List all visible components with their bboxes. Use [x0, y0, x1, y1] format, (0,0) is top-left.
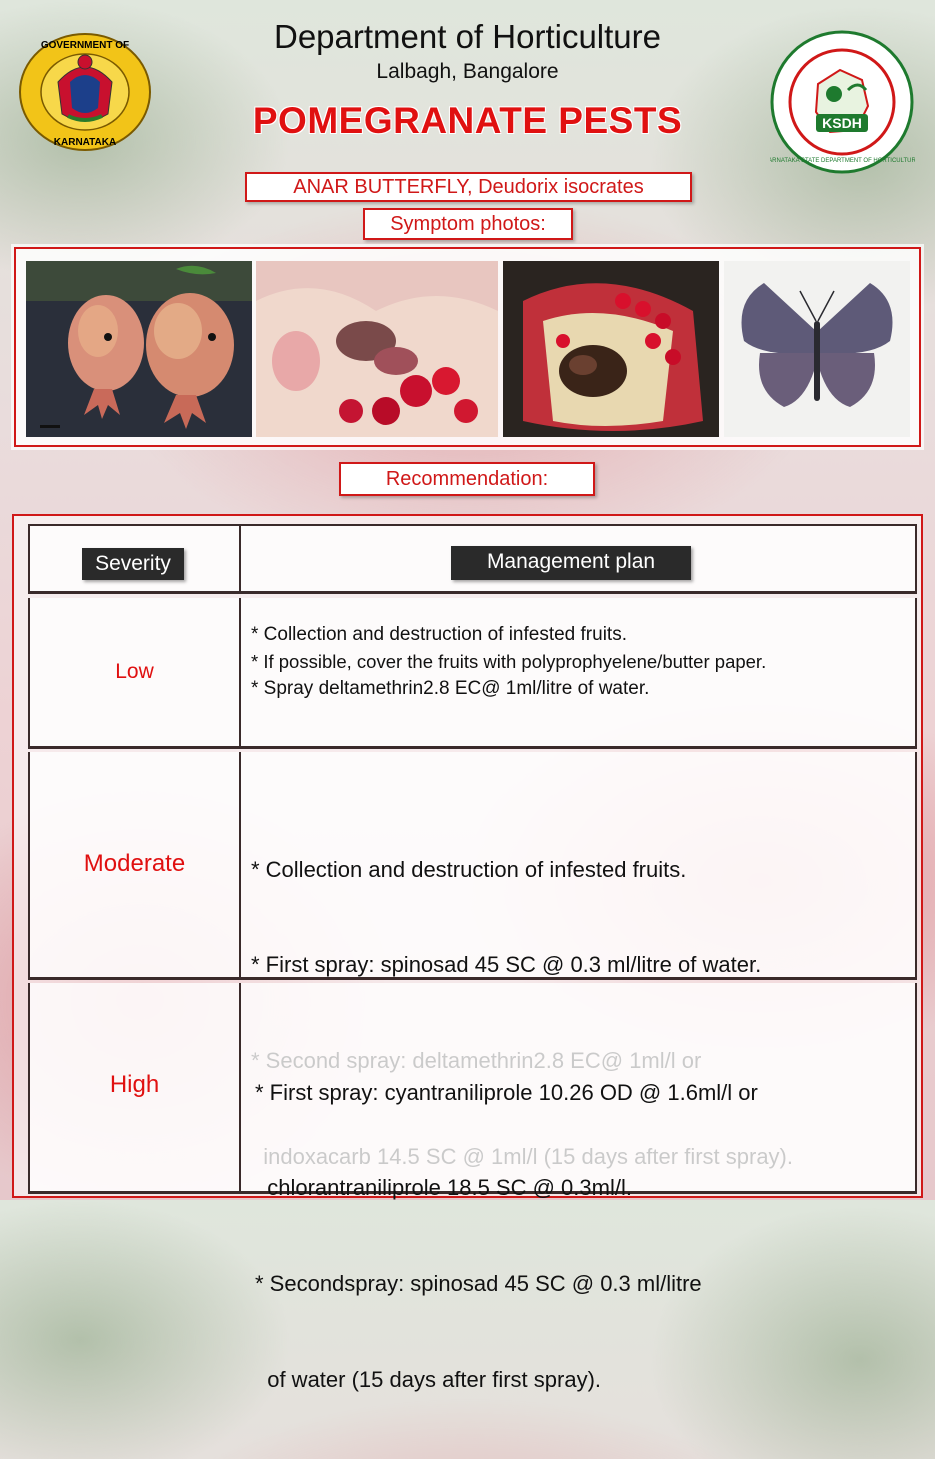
plan-item: * Collection and destruction of infested fruits.	[251, 624, 627, 645]
bored-fruit-photo	[503, 261, 719, 437]
damaged-arils-photo	[256, 261, 498, 437]
symptom-photo-strip	[14, 247, 921, 447]
plan-item: * If possible, cover the fruits with polyprophyelene/butter paper.	[251, 650, 767, 672]
plan-item: of water (15 days after first spray).	[255, 1366, 602, 1392]
plan-item: * Secondspray: spinosad 45 SC @ 0.3 ml/litre	[255, 1271, 702, 1297]
recommendation-label: Recommendation:	[339, 462, 595, 496]
severity-cell-moderate	[28, 752, 241, 980]
plan-item: * Collection and destruction of infested fruits.	[251, 856, 687, 882]
severity-low: Low	[115, 660, 154, 683]
recommendation-table	[12, 514, 923, 1392]
svg-text:KARNATAKA STATE DEPARTMENT OF: KARNATAKA STATE DEPARTMENT OF HORTICULTURE	[770, 158, 915, 164]
plan-cell-high	[241, 983, 917, 1392]
page-heading: POMEGRANATE PESTS	[252, 100, 683, 141]
plan-item: * First spray: spinosad 45 SC @ 0.3 ml/litre of water.	[251, 952, 762, 978]
plan-list-low	[251, 621, 766, 703]
department-title: Department of Horticulture	[274, 18, 661, 55]
plan-list-high	[255, 1013, 758, 1459]
svg-text:GOVERNMENT OF: GOVERNMENT OF	[40, 40, 130, 51]
symptom-photos-label: Symptom photos:	[363, 208, 573, 240]
plan-cell-low	[241, 598, 917, 749]
severity-cell-low	[28, 598, 241, 749]
svg-text:KARNATAKA: KARNATAKA	[53, 137, 117, 148]
infested-fruits-photo	[26, 261, 252, 437]
severity-column-header: Severity	[82, 548, 184, 580]
severity-cell-high	[28, 983, 241, 1194]
plan-item: * First spray: cyantraniliprole 10.26 OD @ 1.6ml/l or	[255, 1079, 758, 1105]
plan-header-cell	[241, 524, 917, 594]
severity-high: High	[109, 1071, 160, 1098]
management-plan-column-header: Management plan	[451, 546, 691, 580]
severity-moderate: Moderate	[83, 850, 186, 877]
severity-header-cell	[28, 524, 241, 594]
plan-item: chlorantraniliprole 18.5 SC @ 0.3ml/l.	[255, 1175, 632, 1201]
svg-text:KSDH: KSDH	[822, 115, 862, 131]
pest-name-label: ANAR BUTTERFLY, Deudorix isocrates	[245, 172, 692, 202]
anar-butterfly-photo	[724, 261, 910, 437]
plan-item: * Spray deltamethrin2.8 EC@ 1ml/litre of water.	[251, 678, 650, 700]
plan-cell-moderate	[241, 752, 917, 980]
department-location: Lalbagh, Bangalore	[376, 60, 559, 83]
